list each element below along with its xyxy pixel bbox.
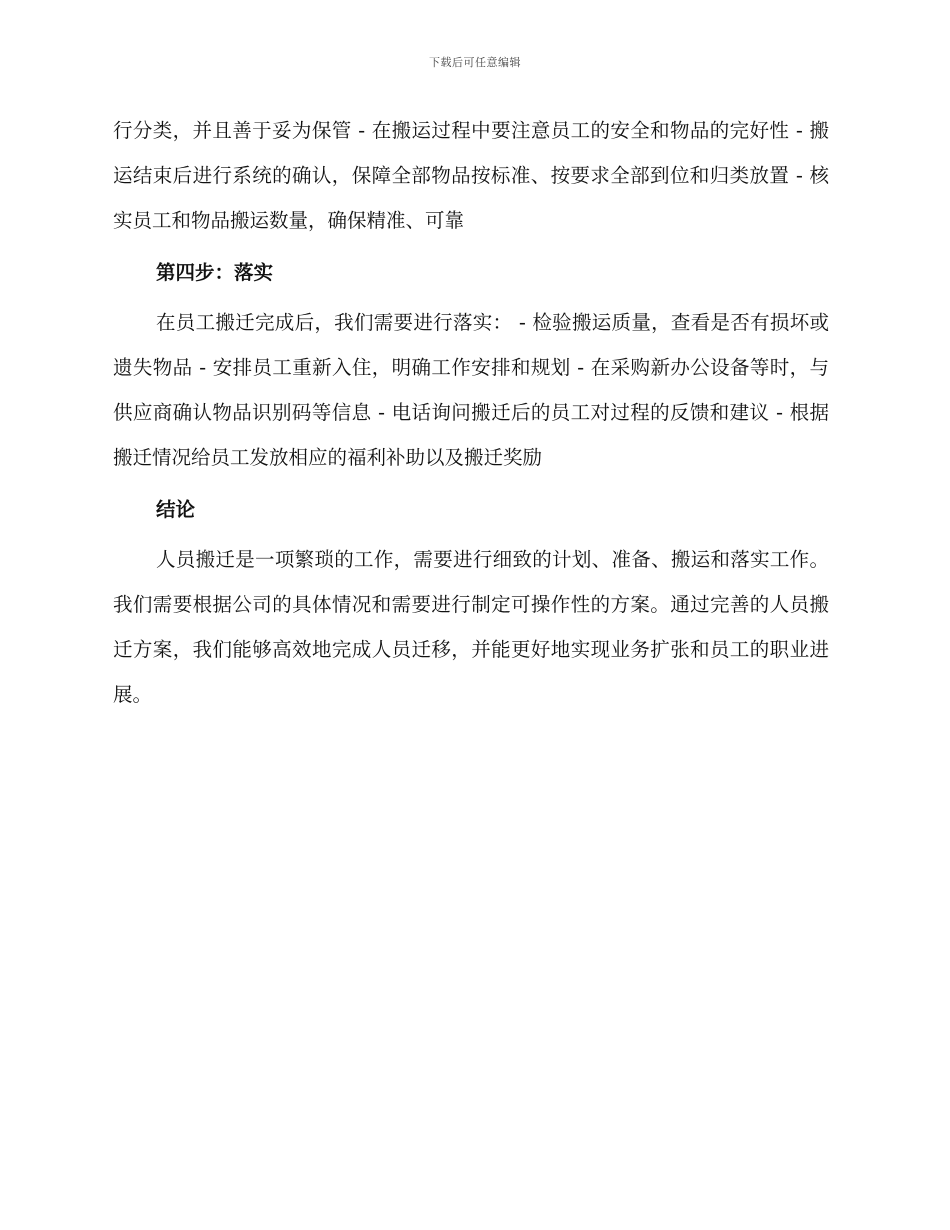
paragraph-conclusion: 人员搬迁是一项繁琐的工作，需要进行细致的计划、准备、搬运和落实工作。我们需要根据公司的具体情况和需要进行制定可操作性的方案。通过完善的人员搬迁方案，我们能够高效地完成人员迁移，并能更好地实现业务扩张和员工的职业进展。: [113, 548, 829, 706]
document-body: [113, 108, 829, 724]
page-header: 下载后可任意编辑: [429, 56, 521, 69]
paragraph-handling-continued: 行分类，并且善于妥为保管 - 在搬运过程中要注意员工的安全和物品的完好性 - 搬运结束后进行系统的确认，保障全部物品按标准、按要求全部到位和归类放置 - 核实员工和物品搬运数量，确保精准、可靠: [113, 119, 829, 232]
paragraph-implementation: 在员工搬迁完成后，我们需要进行落实： - 检验搬运质量，查看是否有损坏或遗失物品 - 安排员工重新入住，明确工作安排和规划 - 在采购新办公设备等时，与供应商确认物品识别码等信息 - 电话询问搬迁后的员工对过程的反馈和建议 - 根据搬迁情况给员工发放相应的福利补助以及搬迁奖励: [113, 311, 829, 469]
heading-conclusion: 结论: [156, 498, 196, 521]
heading-step-four: 第四步：落实: [156, 261, 274, 284]
